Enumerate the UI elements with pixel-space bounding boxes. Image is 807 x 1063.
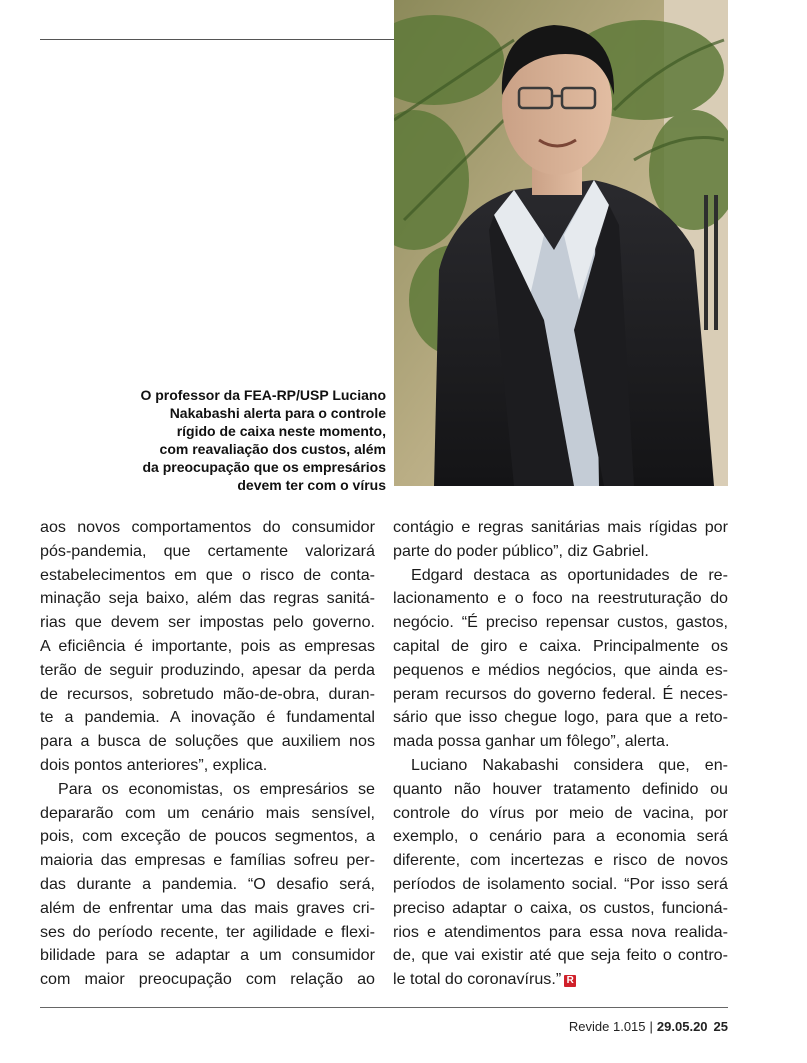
text-line: lacionamento e o foco na reestruturação do — [393, 589, 728, 608]
text-line: bilidade para se adaptar a um consumidor — [40, 946, 375, 965]
text-line: te a pandemia. A inovação é fundamental — [40, 708, 375, 727]
caption-line: O professor da FEA-RP/USP Luciano — [140, 387, 386, 403]
page-number: 25 — [713, 1019, 728, 1034]
text-line: das durante a pandemia. “O desafio será, — [40, 874, 375, 893]
text-line: sário que isso chegue logo, para que a reto- — [393, 708, 728, 727]
publication-name: Revide 1.015 — [568, 1019, 646, 1034]
article-column-left — [40, 516, 375, 992]
text-line: terão de seguir produzindo, apesar da perda — [40, 660, 375, 679]
caption-line: com reavaliação dos custos, além — [159, 441, 386, 457]
text-line: de recursos, sobretudo mão-de-obra, duran- — [40, 684, 375, 703]
photo-caption — [120, 386, 386, 494]
text-line: negócio. “É preciso repensar custos, gastos, — [393, 613, 728, 632]
text-line: períodos de isolamento social. “Por isso será — [393, 874, 728, 893]
text-line: controle do vírus por meio de vacina, por — [393, 803, 728, 822]
text-line: pequenos e médios negócios, que ainda es- — [393, 660, 728, 679]
text-line: além de enfrentar uma das mais graves cri- — [40, 898, 375, 917]
article-column-right — [393, 516, 728, 992]
text-line: capital de giro e caixa. Principalmente os — [393, 636, 728, 655]
text-line: peram recursos do governo federal. É neces- — [393, 684, 728, 703]
text-line: le total do coronavírus.” — [393, 970, 562, 989]
text-line: contágio e regras sanitárias mais rígidas por — [393, 518, 728, 536]
text-line: parte do poder público”, diz Gabriel. — [393, 541, 649, 560]
text-line: mada possa ganhar um fôlego”, alerta. — [393, 732, 670, 751]
caption-line: Nakabashi alerta para o controle — [169, 405, 386, 421]
text-line: Luciano Nakabashi considera que, en- — [411, 755, 728, 774]
text-line: depararão com um cenário mais sensível, — [40, 803, 375, 822]
end-of-article-icon: R — [564, 975, 576, 987]
text-line: A eficiência é importante, pois as empresas — [40, 636, 375, 655]
caption-line: rígido de caixa neste momento, — [176, 423, 386, 439]
text-line: Edgard destaca as oportunidades de re- — [411, 565, 728, 584]
text-line: de, que vai existir até que seja feito o contro- — [393, 946, 728, 965]
text-line: rios e atendimentos para essa nova realida- — [393, 922, 728, 941]
text-line: pois, com exceção de poucos segmentos, a — [40, 827, 375, 846]
text-line: dois pontos anteriores”, explica. — [40, 755, 268, 774]
text-line-last — [393, 968, 728, 992]
issue-date: 29.05.20 — [656, 1019, 708, 1034]
text-line: diferente, com incertezas e risco de novos — [393, 851, 728, 870]
text-line: Para os economistas, os empresários se — [58, 779, 375, 798]
text-line: para a busca de soluções que auxiliem nos — [40, 732, 375, 751]
text-line: pós-pandemia, que certamente valorizará — [40, 541, 375, 560]
text-line: rias que devem ser impostas pelo governo. — [40, 613, 375, 632]
portrait-photo — [394, 0, 728, 486]
text-line: aos novos comportamentos do consumidor — [40, 518, 375, 536]
caption-line: da preocupação que os empresários — [142, 459, 386, 475]
text-line: estabelecimentos em que o risco de conta- — [40, 565, 375, 584]
text-line: com maior preocupação com relação ao — [40, 970, 375, 989]
text-line: maioria das empresas e famílias sofreu per- — [40, 851, 375, 870]
text-line: quanto não houver tratamento definido ou — [393, 779, 728, 798]
caption-line: devem ter com o vírus — [237, 477, 386, 493]
top-rule — [40, 39, 394, 40]
bottom-rule — [40, 1007, 728, 1008]
footer-separator: | — [649, 1019, 653, 1034]
text-line: preciso adaptar o caixa, os custos, funcioná- — [393, 898, 728, 917]
text-line: minação seja baixo, além das regras sanitá- — [40, 589, 375, 608]
text-line: ses do período recente, ter agilidade e flexi- — [40, 922, 375, 941]
page-footer — [569, 1019, 728, 1034]
text-line: exemplo, o cenário para a economia será — [393, 827, 728, 846]
